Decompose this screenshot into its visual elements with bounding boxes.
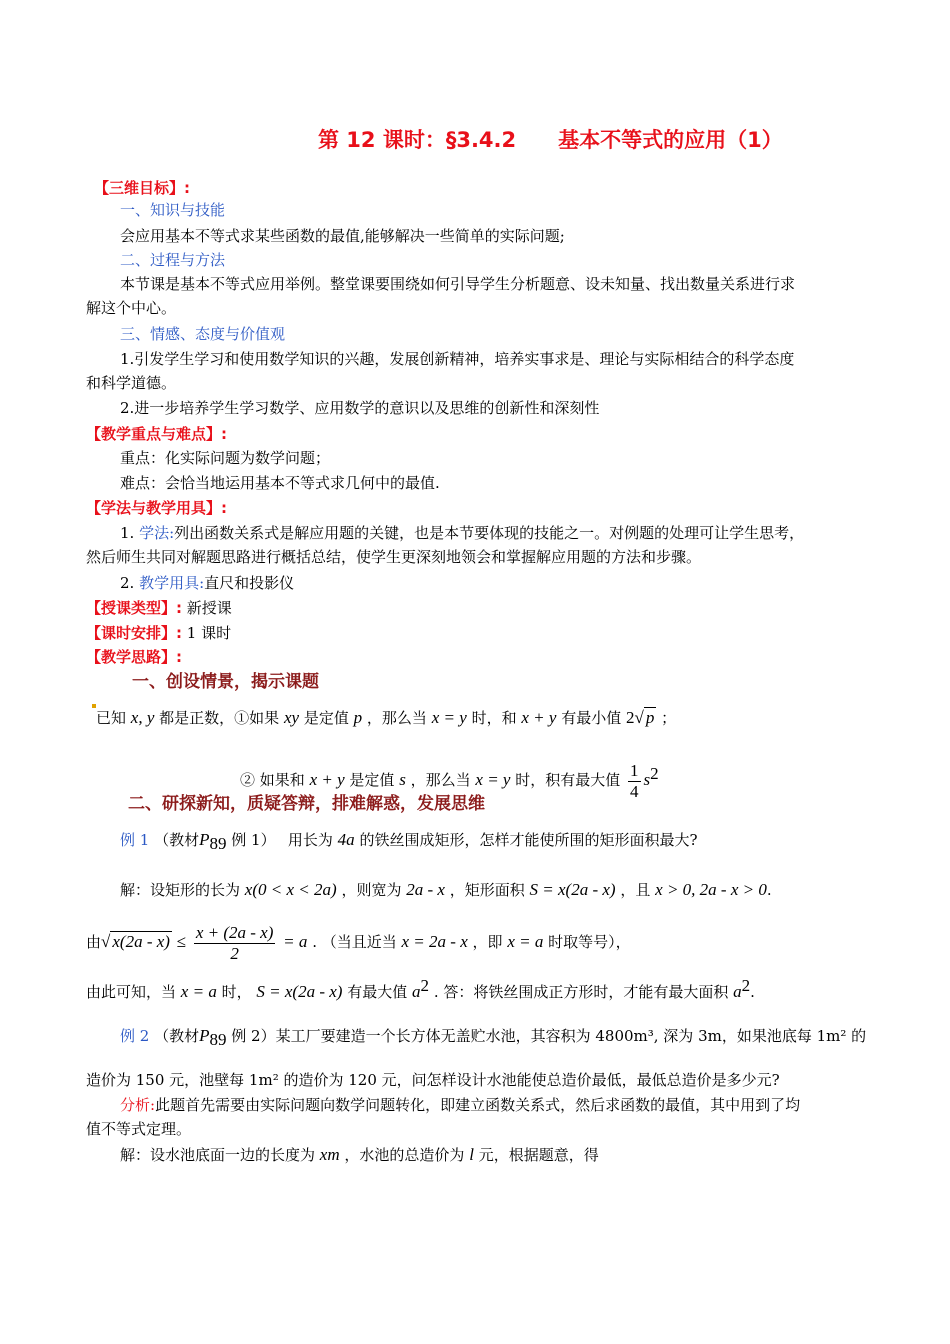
values-text1-line1: 1.引发学生学习和使用数学知识的兴趣，发展创新精神，培养实事求是、理论与实际相结合的科学态度 [120,350,795,368]
lesson-time-heading: 【课时安排】: [86,624,182,642]
difficult-point-text: 难点：会恰当地运用基本不等式求几何中的最值. [120,474,440,492]
math-S-eq-2: S = x(2a - x) [256,982,343,1001]
example2-label: 例 2 [120,1027,150,1045]
fraction-one-quarter: $\frac{1}{4}$ [630,760,639,801]
part1-heading: 一、创设情景，揭示课题 [132,672,319,692]
math-x-eq-a: x = a [507,932,544,951]
intro2-text-b: 是定值 [349,771,395,789]
knowledge-text: 会应用基本不等式求某些函数的最值,能够解决一些简单的实际问题; [120,227,565,245]
math-S-eq: S = x(2a - x) [529,880,616,899]
sol2-text-c: ，即 [472,933,503,951]
sol3-text-b: 时， [221,983,252,1001]
intro-text-a: 已知 [96,709,127,727]
math-two: 2 [626,708,635,727]
intro2-text-a: ② 如果和 [240,771,305,789]
example1-line: 例 1 （教材$P_{89}$ 例 1） 用长为 4a 的铁丝围成矩形，怎样才能使所围的矩形面积最大? [120,830,698,853]
math-P: P [199,830,210,849]
math-P-2: P [199,1026,210,1045]
math-sqrt-p: p [645,708,655,727]
math-l: l [469,1145,474,1164]
lesson-type-text: 新授课 [186,599,232,617]
lesson-type-line [86,598,232,618]
math-a-2: a [733,982,742,1001]
example1-text-c: 的铁丝围成矩形，怎样才能使所围的矩形面积最大? [359,831,698,849]
math-condition: x > 0, 2a - x > 0 [655,880,767,899]
sol2-text-b: . （当且近当 [312,933,397,951]
math-x-eq-a-2: x = a [180,982,217,1001]
math-p: p [353,708,363,727]
page-title: 第 12 课时：§3.4.2 基本不等式的应用（1） [318,128,783,152]
key-point-text: 重点：化实际问题为数学问题； [120,449,331,467]
sol1-text-d: ，且 [620,881,651,899]
method-heading: 【学法与教学用具】: [86,499,227,517]
lesson-time-line [86,623,231,643]
sol1-text-e: . [766,881,772,899]
values-text2: 2.进一步培养学生学习数学、应用数学的意识以及思维的创新性和深刻性 [120,399,600,417]
lesson-type-heading: 【授课类型】: [86,599,182,617]
method1-label: 学法: [139,524,175,542]
math-x-plus-y: x + y [521,708,557,727]
process-heading: 二、过程与方法 [120,251,226,269]
math-s-squared: s [643,770,651,789]
solution1-line2: 由√ x(2a - x) ≤ $\frac{x + (2a - x)}{2}$ = a . （当且近当 x = 2a - x ，即 x = a 时取等号）， [86,922,631,963]
example1-text-b: 例 1） 用长为 [231,831,333,849]
teaching-idea-heading: 【教学思路】: [86,648,182,666]
intro-text-f: 有最小值 [561,709,622,727]
sol2-text-d: 时取等号）， [548,933,631,951]
analysis-line1 [120,1095,800,1115]
example2-line2: 造价为 150 元，池壁每 1m² 的造价为 120 元，问怎样设计水池能使总造价最低，最低总造价是多少元? [86,1071,780,1089]
sol4-text-c: 元，根据题意，得 [478,1146,599,1164]
math-x-eq-2a-minus-x: x = 2a - x [401,932,468,951]
math-xy: xy [283,708,300,727]
solution1-line3: 由此可知，当 x = a 时， S = x(2a - x) 有最大值 $a^2$ . 答：将铁丝围成正方形时，才能有最大面积 $a^2$. [86,976,755,1001]
math-2a-minus-x: 2a - x [406,880,445,899]
example2-text-b: 例 2）某工厂要建造一个长方体无盖贮水池，其容积为 4800m³, 深为 3m，如果池底每 1m² 的 [231,1027,867,1045]
sol1-text-a: 解：设矩形的长为 [120,881,241,899]
math-xm: xm [319,1145,340,1164]
math-eq-a: = a [283,932,308,951]
solution1-line1 [120,876,772,904]
math-le: ≤ [176,932,187,951]
math-s: s [399,770,406,789]
fraction-mean: $\frac{x + (2a - x)}{2}$ [195,922,274,963]
method2-label: 教学用具: [139,574,205,592]
example1-text-a: （教材 [154,831,200,849]
intro-line2: ② 如果和 x + y 是定值 s ，那么当 x = y 时，积有最大值 $\frac{1}{4}$ $s^2$ [240,760,659,801]
math-x-eq-y-2: x = y [475,770,511,789]
intro-text-e: 时，和 [471,709,517,727]
sol4-text-a: 解：设水池底面一边的长度为 [120,1146,316,1164]
method1-line2: 然后师生共同对解题思路进行概括总结，使学生更深刻地领会和掌握解应用题的方法和步骤。 [86,548,702,566]
method2-text: 直尺和投影仪 [204,574,295,592]
intro-text-g: ； [661,709,677,727]
analysis-text-a: 此题首先需要由实际问题向数学问题转化，即建立函数关系式，然后求函数的最值，其中用到了均 [155,1096,801,1114]
method1-number: 1. [120,524,135,542]
sol3-text-c: 有最大值 [347,983,408,1001]
sol3-text-a: 由此可知，当 [86,983,177,1001]
math-x-range: x(0 < x < 2a) [244,880,337,899]
intro2-text-d: 时，积有最大值 [515,771,621,789]
analysis-line2: 值不等式定理。 [86,1120,192,1138]
values-heading: 三、情感、态度与价值观 [120,325,286,343]
sol4-text-b: ，水池的总造价为 [344,1146,465,1164]
values-text1-line2: 和科学道德。 [86,374,177,392]
lesson-time-text: 1 课时 [186,624,232,642]
math-x-plus-y-2: x + y [309,770,345,789]
intro-line1: 已知 x, y 都是正数，①如果 xy 是定值 p ，那么当 x = y 时，和 x + y 有最小值 2√ p ； [92,704,676,731]
sol3-text-d: . 答：将铁丝围成正方形时，才能有最大面积 [433,983,729,1001]
goals-heading: 【三维目标】: [94,179,190,197]
sol2-text-a: 由 [86,933,102,951]
method1-line1 [120,523,804,543]
sol1-text-c: ，矩形面积 [449,881,525,899]
process-text-line2: 解这个中心。 [86,299,177,317]
sol3-text-e: . [750,983,755,1001]
math-4a: 4a [337,830,355,849]
method2-line [120,573,294,593]
part2-heading: 二、研探新知，质疑答辩，排难解惑，发展思维 [128,794,485,814]
math-a: a [412,982,421,1001]
math-xy-pair: x, y [130,708,155,727]
analysis-label: 分析: [120,1096,156,1114]
solution2-line1 [120,1143,599,1167]
intro2-text-c: ，那么当 [410,771,471,789]
example2-text-a: （教材 [154,1027,200,1045]
math-sqrt-expr: x(2a - x) [112,932,170,951]
edit-mark-icon [92,704,96,708]
intro-text-b: 都是正数，①如果 [159,709,280,727]
knowledge-heading: 一、知识与技能 [120,201,226,219]
sol1-text-b: ，则宽为 [341,881,402,899]
process-text-line1: 本节课是基本不等式应用举例。整堂课要围绕如何引导学生分析题意、设未知量、找出数量关系进行求 [120,275,796,293]
method1-text: 列出函数关系式是解应用题的关键，也是本节要体现的技能之一。对例题的处理可让学生思考， [174,524,805,542]
key-points-heading: 【教学重点与难点】: [86,425,227,443]
method2-number: 2. [120,574,135,592]
math-x-eq-y: x = y [431,708,467,727]
example2-line1: 例 2 （教材$P_{89}$ 例 2）某工厂要建造一个长方体无盖贮水池，其容积为 4800m³, 深为 3m，如果池底每 1m² 的 [120,1026,867,1049]
example1-label: 例 1 [120,831,150,849]
intro-text-d: ，那么当 [366,709,427,727]
intro-text-c: 是定值 [303,709,349,727]
